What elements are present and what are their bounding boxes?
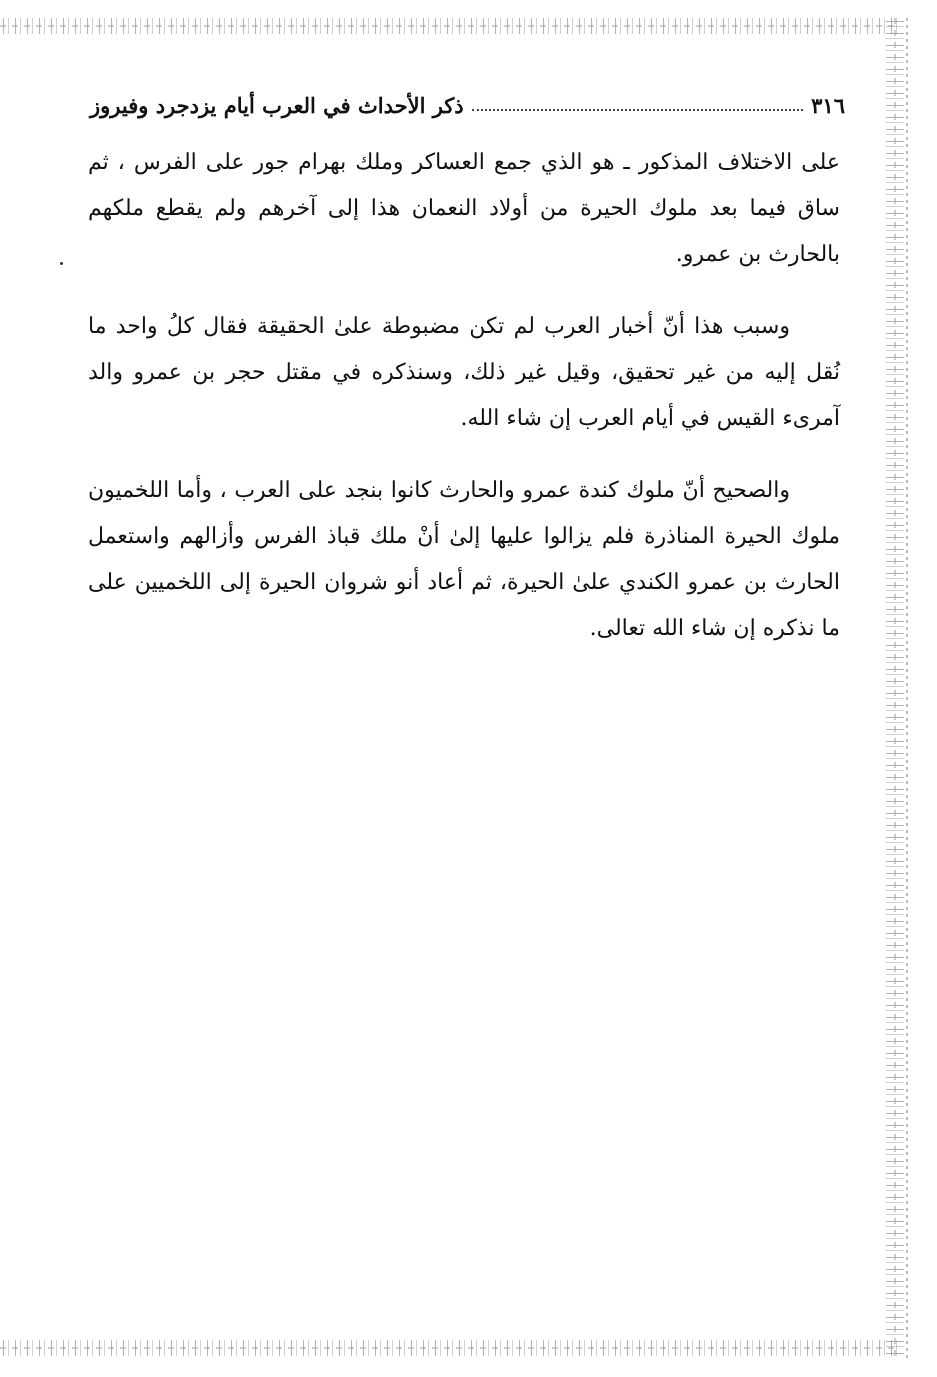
ornamental-border-right [886,18,904,1358]
paragraph-3: والصحيح أنّ ملوك كندة عمرو والحارث كانوا بنجد على العرب ، وأما اللخميون ملوك الحيرة المناذرة فلم يزالوا عليها إلىٰ أنْ ملك قباذ الفرس وأزالهم واستعمل الحارث بن عمرو الكندي علىٰ الحيرة، ثم أعاد أنو شروان الحيرة إلى اللخميين على ما نذكره إن شاء الله تعالى. [88,478,840,641]
page-body [88,140,840,678]
scan-speck [60,262,63,265]
page-number: ٣١٦ [811,93,845,118]
paragraph-2: وسبب هذا أنّ أخبار العرب لم تكن مضبوطة علىٰ الحقيقة فقال كلُ واحد ما نُقل إليه من غير تحقيق، وقيل غير ذلك، وسنذكره في مقتل حجر بن عمرو والد آمرىء القيس في أيام العرب إن شاء الله. [88,314,840,431]
running-header [90,78,845,118]
ornamental-border-top [0,18,900,34]
running-title: ذكر الأحداث في العرب أيام يزدجرد وفيروز [90,93,464,118]
paragraph-1: على الاختلاف المذكور ـ هو الذي جمع العساكر وملك بهرام جور على الفرس ، ثم ساق فيما بعد ملوك الحيرة من أولاد النعمان هذا إلى آخرهم ولم يقطع ملكهم بالحارث بن عمرو. [88,150,840,267]
ornamental-border-right-outer [906,18,908,1358]
dotted-leader [472,108,804,111]
ornamental-border-bottom [0,1340,900,1356]
